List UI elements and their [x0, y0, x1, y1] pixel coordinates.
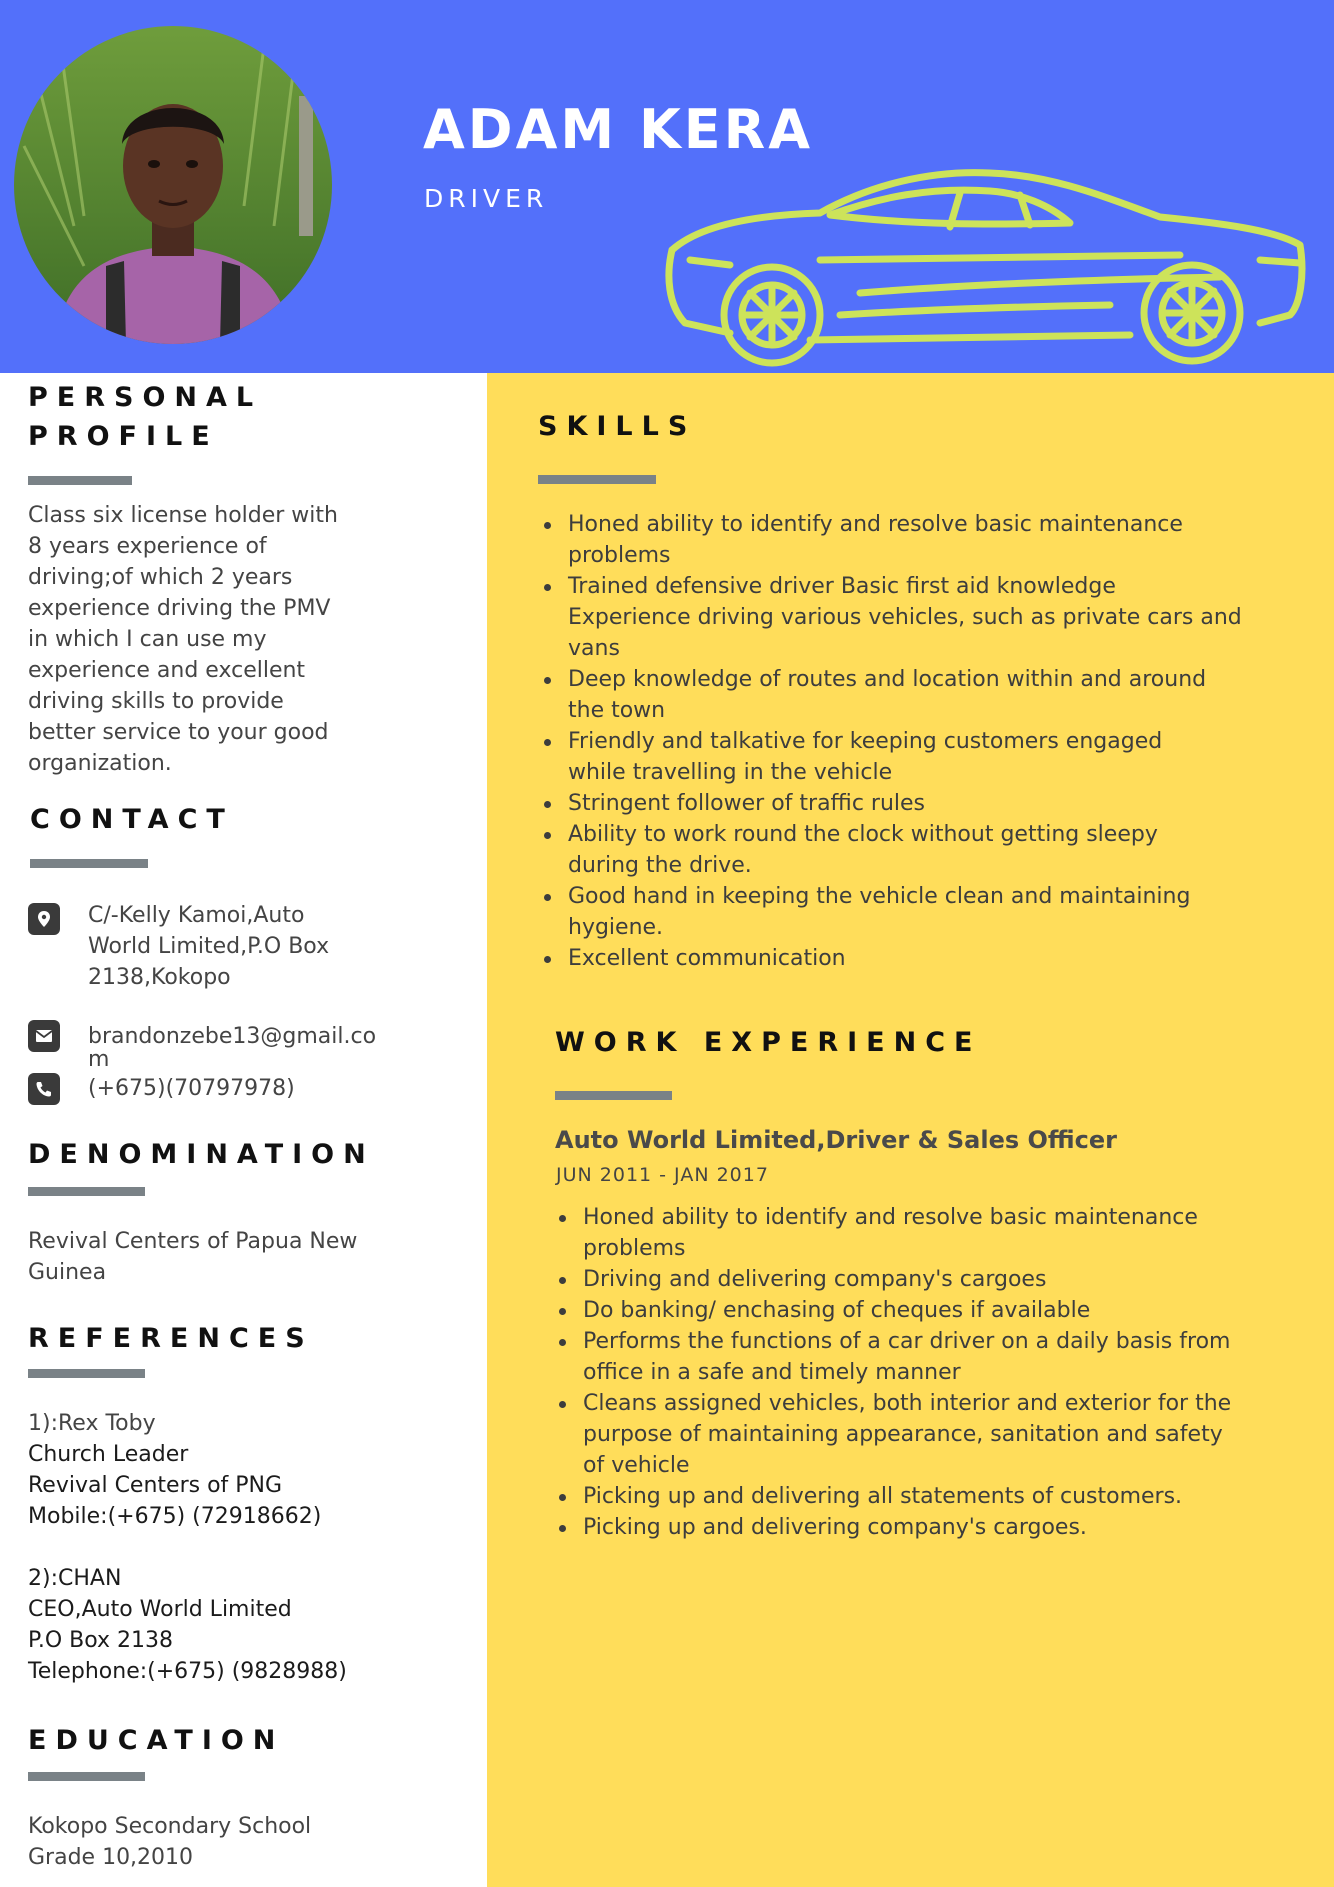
skill-line: problems	[568, 543, 671, 568]
profile-line: experience driving the PMV	[28, 596, 331, 621]
skill-line: Stringent follower of traffic rules	[568, 791, 926, 816]
reference-line: 1):Rex Toby	[28, 1411, 156, 1436]
denomination-line: Guinea	[28, 1260, 107, 1285]
skills-list	[540, 509, 1260, 974]
personal-profile-heading-word: PERSONAL	[28, 382, 263, 413]
profile-photo-illustration	[14, 26, 332, 344]
profile-line: Class six license holder with	[28, 503, 338, 528]
contact-address	[88, 900, 329, 993]
profile-line: organization.	[28, 751, 172, 776]
list-item	[555, 1264, 1275, 1295]
skill-line: Experience driving various vehicles, such as private cars and	[568, 605, 1242, 630]
skills-divider	[538, 475, 656, 484]
duty-line: office in a safe and timely manner	[583, 1360, 961, 1385]
denomination-text	[28, 1226, 357, 1288]
skill-line: while travelling in the vehicle	[568, 760, 893, 785]
envelope-icon	[28, 1020, 60, 1052]
duty-line: purpose of maintaining appearance, sanitation and safety	[583, 1422, 1223, 1447]
personal-profile-heading	[28, 378, 328, 456]
duty-line: Driving and delivering company's cargoes	[583, 1267, 1047, 1292]
list-item	[555, 1481, 1275, 1512]
reference-line	[28, 1532, 347, 1563]
education-text	[28, 1811, 311, 1873]
reference-line: Revival Centers of PNG	[28, 1473, 283, 1498]
references-divider	[28, 1369, 145, 1378]
education-line: Kokopo Secondary School	[28, 1814, 312, 1839]
profile-line: driving;of which 2 years	[28, 565, 293, 590]
email-line: m	[88, 1047, 110, 1072]
profile-line: better service to your good	[28, 720, 329, 745]
skill-line: hygiene.	[568, 915, 664, 940]
personal-profile-heading-text	[28, 378, 328, 456]
skill-line: Friendly and talkative for keeping customers engaged	[568, 729, 1163, 754]
duty-line: problems	[583, 1236, 686, 1261]
education-divider	[28, 1772, 145, 1781]
list-item	[540, 943, 1260, 974]
profile-line: 8 years experience of	[28, 534, 267, 559]
profile-line: in which I can use my	[28, 627, 267, 652]
denomination-heading: DENOMINATION	[28, 1139, 375, 1170]
contact-email[interactable]	[88, 1021, 376, 1075]
duty-line: Do banking/ enchasing of cheques if available	[583, 1298, 1091, 1323]
duty-line: Picking up and delivering company's cargoes.	[583, 1515, 1087, 1540]
education-line: Grade 10,2010	[28, 1845, 194, 1870]
list-item	[555, 1295, 1275, 1326]
skill-line: Excellent communication	[568, 946, 846, 971]
list-item	[540, 509, 1260, 571]
reference-line: Telephone:(+675) (9828988)	[28, 1659, 347, 1684]
duty-line: Cleans assigned vehicles, both interior and exterior for the	[583, 1391, 1232, 1416]
skill-line: Honed ability to identify and resolve basic maintenance	[568, 512, 1183, 537]
work-duties-list	[555, 1202, 1275, 1543]
work-experience-heading: WORK EXPERIENCE	[555, 1027, 982, 1058]
denomination-line: Revival Centers of Papua New	[28, 1229, 358, 1254]
list-item	[540, 881, 1260, 943]
profile-photo	[14, 26, 332, 344]
email-line: brandonzebe13@gmail.co	[88, 1024, 377, 1049]
profile-line: driving skills to provide	[28, 689, 284, 714]
skill-line: during the drive.	[568, 853, 752, 878]
reference-line: 2):CHAN	[28, 1566, 122, 1591]
candidate-role: DRIVER	[424, 184, 549, 213]
list-item	[540, 664, 1260, 726]
personal-profile-heading-word: PROFILE	[28, 421, 219, 452]
duty-line: of vehicle	[583, 1453, 690, 1478]
list-item	[555, 1326, 1275, 1388]
duty-line: Honed ability to identify and resolve basic maintenance	[583, 1205, 1198, 1230]
references-text	[28, 1408, 347, 1687]
reference-line: P.O Box 2138	[28, 1628, 174, 1653]
personal-profile-divider	[28, 476, 132, 485]
skills-heading: SKILLS	[538, 411, 697, 442]
phone-icon	[28, 1073, 60, 1105]
address-line: World Limited,P.O Box	[88, 934, 330, 959]
list-item	[540, 788, 1260, 819]
references-heading: REFERENCES	[28, 1323, 314, 1354]
skill-line: Trained defensive driver Basic first aid knowledge	[568, 574, 1116, 599]
address-line: C/-Kelly Kamoi,Auto	[88, 903, 305, 928]
duty-line: Performs the functions of a car driver on a daily basis from	[583, 1329, 1231, 1354]
personal-profile-text	[28, 500, 338, 779]
profile-line: experience and excellent	[28, 658, 306, 683]
contact-phone[interactable]: (+675)(70797978)	[88, 1076, 295, 1101]
denomination-divider	[28, 1187, 145, 1196]
list-item	[540, 571, 1260, 664]
reference-line: Mobile:(+675) (72918662)	[28, 1504, 322, 1529]
candidate-name: ADAM KERA	[423, 98, 814, 161]
list-item	[555, 1202, 1275, 1264]
contact-divider	[30, 859, 148, 868]
education-heading: EDUCATION	[28, 1725, 285, 1756]
skill-line: Ability to work round the clock without getting sleepy	[568, 822, 1158, 847]
header-banner	[0, 0, 1334, 373]
job-dates: JUN 2011 - JAN 2017	[556, 1164, 769, 1186]
work-experience-divider	[555, 1091, 672, 1100]
list-item	[555, 1512, 1275, 1543]
contact-heading: CONTACT	[30, 804, 234, 835]
reference-line: CEO,Auto World Limited	[28, 1597, 292, 1622]
duty-line: Picking up and delivering all statements of customers.	[583, 1484, 1183, 1509]
reference-line: Church Leader	[28, 1442, 189, 1467]
skill-line: the town	[568, 698, 666, 723]
location-pin-icon	[28, 903, 60, 935]
list-item	[555, 1388, 1275, 1481]
skill-line: Deep knowledge of routes and location within and around	[568, 667, 1207, 692]
car-outline-icon	[660, 165, 1310, 370]
list-item	[540, 726, 1260, 788]
list-item	[540, 819, 1260, 881]
skill-line: Good hand in keeping the vehicle clean and maintaining	[568, 884, 1191, 909]
job-title: Auto World Limited,Driver & Sales Officer	[555, 1126, 1117, 1154]
address-line: 2138,Kokopo	[88, 965, 231, 990]
skill-line: vans	[568, 636, 620, 661]
